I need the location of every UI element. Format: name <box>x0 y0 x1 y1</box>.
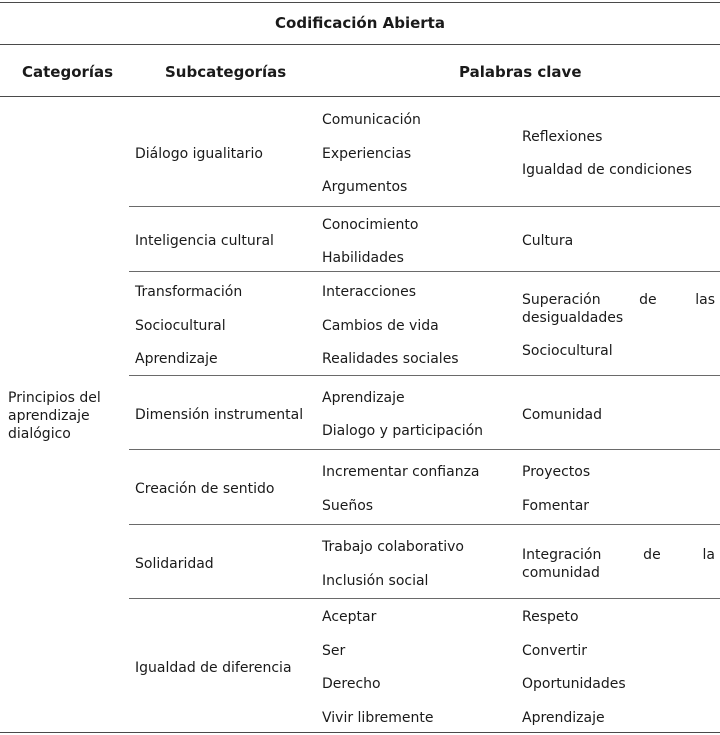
keyword-text: Derecho <box>322 676 381 692</box>
subcategory-text: Dimensión instrumental <box>135 407 304 423</box>
keyword-text: Comunidad <box>522 407 602 423</box>
keyword-text: Dialogo y participación <box>322 423 484 439</box>
keyword-text: Comunicación <box>322 112 421 128</box>
keyword-text: Oportunidades <box>522 676 626 692</box>
keyword-text: Conocimiento <box>322 217 419 233</box>
keyword-text: Aprendizaje <box>522 710 605 726</box>
row-divider <box>129 449 720 450</box>
subcategory-text: Igualdad de diferencia <box>135 660 292 676</box>
keyword-text: Sueños <box>322 498 374 514</box>
keyword-text: Cambios de vida <box>322 318 439 334</box>
subcategory-text: Inteligencia cultural <box>135 233 274 249</box>
keyword-text: Incrementar confianza <box>322 464 480 480</box>
keyword-text: Argumentos <box>322 179 408 195</box>
keyword-text: Realidades sociales <box>322 351 459 367</box>
row-divider <box>129 271 720 272</box>
header-keywords: Palabras clave <box>459 63 582 81</box>
keyword-text: Igualdad de condiciones <box>522 162 692 178</box>
keyword-line: Superación de las <box>522 292 715 308</box>
row-divider <box>129 375 720 376</box>
subcategory-text: Sociocultural <box>135 318 226 334</box>
keyword-text: Habilidades <box>322 250 404 266</box>
row-divider <box>129 598 720 599</box>
keyword-line: Integración de la <box>522 547 715 563</box>
keyword-text: Aceptar <box>322 609 377 625</box>
keyword-text: Convertir <box>522 643 588 659</box>
keyword-text: Ser <box>322 643 346 659</box>
keyword-text-wrapped <box>522 546 715 582</box>
title-bottom-rule <box>0 44 720 45</box>
keyword-text: Reflexiones <box>522 129 603 145</box>
keyword-text: Aprendizaje <box>322 390 405 406</box>
keyword-text: Trabajo colaborativo <box>322 539 464 555</box>
category-cell: Principios del aprendizaje dialógico <box>8 390 101 442</box>
table-top-rule <box>0 2 720 3</box>
header-categories: Categorías <box>22 63 114 81</box>
keyword-text: Inclusión social <box>322 573 429 589</box>
keyword-text: Cultura <box>522 233 574 249</box>
keyword-line: desigualdades <box>522 310 624 326</box>
row-divider <box>129 524 720 525</box>
header-subcategories: Subcategorías <box>165 63 287 81</box>
subcategory-text: Creación de sentido <box>135 481 275 497</box>
subcategory-text: Solidaridad <box>135 556 214 572</box>
table-bottom-rule <box>0 732 720 733</box>
keyword-text-wrapped <box>522 291 715 327</box>
keyword-text: Interacciones <box>322 284 417 300</box>
subcategory-text: Transformación <box>135 284 243 300</box>
row-divider <box>129 206 720 207</box>
keyword-text: Respeto <box>522 609 579 625</box>
keyword-text: Sociocultural <box>522 343 613 359</box>
keyword-text: Fomentar <box>522 498 590 514</box>
keyword-text: Vivir libremente <box>322 710 434 726</box>
keyword-line: comunidad <box>522 565 600 581</box>
subcategory-text: Diálogo igualitario <box>135 146 263 162</box>
table-title: Codificación Abierta <box>275 14 445 32</box>
keyword-text: Experiencias <box>322 146 412 162</box>
subcategory-text: Aprendizaje <box>135 351 218 367</box>
header-bottom-rule <box>0 96 720 97</box>
keyword-text: Proyectos <box>522 464 591 480</box>
